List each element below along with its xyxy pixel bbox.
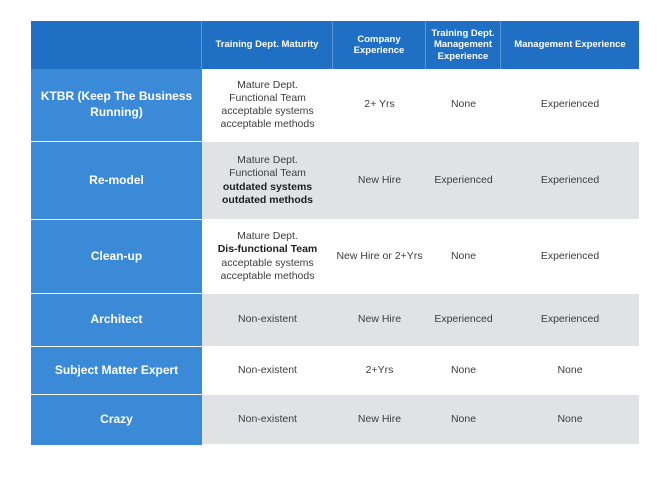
cell-architect-training-mgmt-experience: Experienced: [426, 294, 501, 347]
maturity-line-emphasis: outdated systems: [222, 180, 313, 193]
maturity-line: acceptable systems: [221, 105, 314, 117]
row-label-subject-matter-expert: Subject Matter Expert: [31, 347, 202, 395]
cell-crazy-maturity: Non-existent: [202, 395, 333, 445]
cell-clean-up-training-mgmt-experience: None: [426, 220, 501, 294]
cell-architect-management-experience: Experienced: [501, 294, 639, 347]
header-training-mgmt-experience: Training Dept. Management Experience: [426, 21, 501, 69]
header-training-dept-maturity: Training Dept. Maturity: [202, 21, 333, 69]
maturity-line: Functional Team: [229, 167, 306, 180]
cell-ktbr-training-mgmt-experience: None: [426, 69, 501, 142]
cell-re-model-management-experience: Experienced: [501, 142, 639, 220]
cell-sme-maturity: Non-existent: [202, 347, 333, 395]
cell-ktbr-maturity: [202, 69, 333, 142]
cell-re-model-company-experience: New Hire: [333, 142, 426, 220]
maturity-line: Functional Team: [229, 91, 306, 104]
cell-sme-training-mgmt-experience: None: [426, 347, 501, 395]
cell-architect-maturity: Non-existent: [202, 294, 333, 347]
cell-re-model-maturity: [202, 142, 333, 220]
role-matrix-table: [31, 21, 639, 445]
cell-ktbr-company-experience: 2+ Yrs: [333, 69, 426, 142]
row-label-crazy: Crazy: [31, 395, 202, 445]
maturity-line: Mature Dept.: [237, 230, 298, 243]
row-label-ktbr: KTBR (Keep The Business Running): [31, 69, 202, 142]
header-management-experience: Management Experience: [501, 21, 639, 69]
row-label-clean-up: Clean-up: [31, 220, 202, 294]
row-label-re-model: Re-model: [31, 142, 202, 220]
cell-crazy-management-experience: None: [501, 395, 639, 445]
maturity-line: Mature Dept.: [237, 78, 298, 91]
maturity-line-emphasis: Dis-functional Team: [217, 243, 318, 256]
maturity-line: acceptable methods: [220, 269, 315, 282]
cell-re-model-training-mgmt-experience: Experienced: [426, 142, 501, 220]
cell-clean-up-company-experience: New Hire or 2+Yrs: [333, 220, 426, 294]
cell-sme-management-experience: None: [501, 347, 639, 395]
header-corner: [31, 21, 202, 69]
cell-crazy-training-mgmt-experience: None: [426, 395, 501, 445]
cell-clean-up-maturity: [202, 220, 333, 294]
maturity-line: acceptable systems: [221, 256, 314, 269]
cell-sme-company-experience: 2+Yrs: [333, 347, 426, 395]
maturity-line: Mature Dept.: [237, 154, 298, 167]
header-company-experience: Company Experience: [333, 21, 426, 69]
cell-architect-company-experience: New Hire: [333, 294, 426, 347]
cell-clean-up-management-experience: Experienced: [501, 220, 639, 294]
row-label-architect: Architect: [31, 294, 202, 347]
maturity-line-emphasis: outdated methods: [222, 193, 313, 206]
maturity-line: acceptable methods: [220, 118, 315, 131]
cell-ktbr-management-experience: Experienced: [501, 69, 639, 142]
cell-crazy-company-experience: New Hire: [333, 395, 426, 445]
